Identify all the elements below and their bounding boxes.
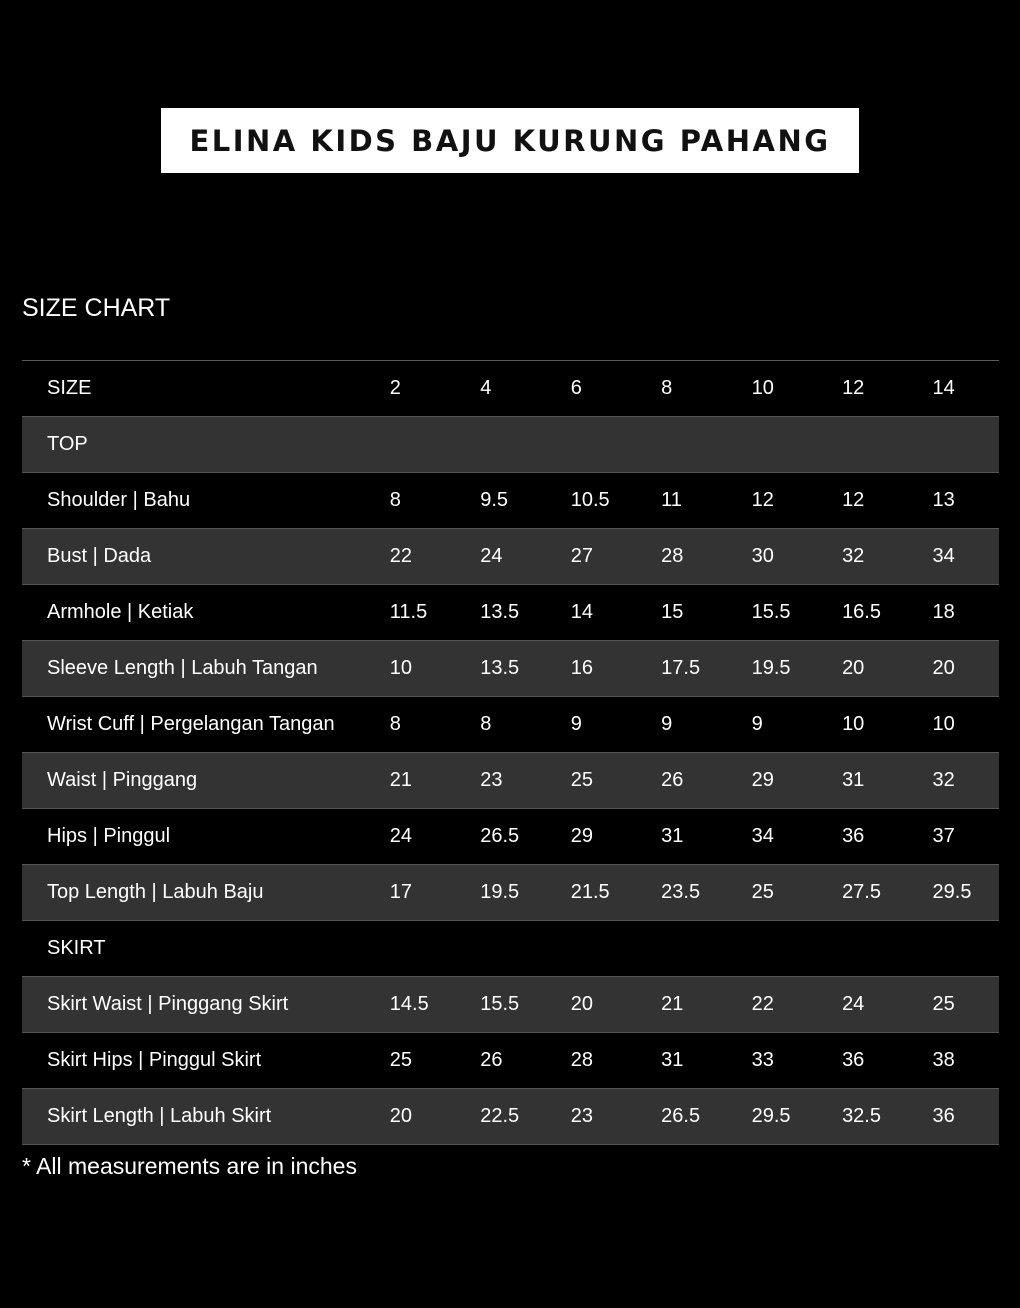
section-label: SKIRT [47, 937, 106, 959]
measurement-value: 26.5 [661, 1105, 701, 1127]
measurement-value: 21 [389, 769, 413, 791]
measurement-value: 14.5 [389, 993, 429, 1015]
table-row [22, 1033, 999, 1089]
measurement-value: 10 [932, 713, 955, 735]
measurement-value: 14 [570, 601, 593, 623]
measurement-value: 22 [389, 545, 413, 567]
table-section-row [22, 921, 999, 977]
measurement-value: 26 [661, 769, 684, 791]
measurement-value: 32 [842, 545, 865, 567]
measurement-value: 25 [570, 769, 593, 791]
measurement-value: 13 [932, 489, 955, 511]
measurement-value: 9 [661, 713, 673, 735]
measurement-value: 25 [389, 1049, 413, 1071]
header-size: 4 [480, 377, 492, 399]
measurement-value: 9 [751, 713, 763, 735]
measurement-value: 20 [389, 1105, 413, 1127]
measurement-value: 22.5 [480, 1105, 520, 1127]
table-row [22, 865, 999, 921]
measurement-value: 21 [661, 993, 684, 1015]
measurement-value: 24 [389, 825, 413, 847]
page-title: ELINA KIDS BAJU KURUNG PAHANG [189, 123, 831, 158]
measurement-value: 18 [932, 601, 955, 623]
table-row [22, 473, 999, 529]
measurement-value: 26 [480, 1049, 503, 1071]
measurement-value: 12 [751, 489, 774, 511]
measurement-value: 36 [842, 1049, 865, 1071]
measurement-value: 16.5 [842, 601, 881, 623]
measurement-value: 36 [842, 825, 865, 847]
table-row [22, 1089, 999, 1145]
measurement-value: 13.5 [480, 657, 520, 679]
measurement-value: 9.5 [480, 489, 509, 511]
table-row [22, 977, 999, 1033]
table-row [22, 641, 999, 697]
measurement-value: 30 [751, 545, 774, 567]
measurement-value: 9 [570, 713, 582, 735]
measurement-value: 29.5 [751, 1105, 791, 1127]
measurement-value: 15.5 [480, 993, 520, 1015]
measurement-value: 19.5 [480, 881, 520, 903]
measurement-value: 28 [570, 1049, 593, 1071]
measurement-value: 31 [661, 825, 684, 847]
measurement-label: Skirt Length | Labuh Skirt [47, 1105, 272, 1127]
measurement-value: 15.5 [751, 601, 791, 623]
measurement-value: 32.5 [842, 1105, 881, 1127]
measurement-value: 10 [389, 657, 413, 679]
measurement-label: Waist | Pinggang [47, 769, 198, 791]
measurement-value: 26.5 [480, 825, 520, 847]
measurement-value: 24 [842, 993, 865, 1015]
measurement-label: Top Length | Labuh Baju [47, 881, 264, 903]
measurement-label: Skirt Hips | Pinggul Skirt [47, 1049, 262, 1071]
measurement-value: 31 [842, 769, 865, 791]
measurement-footnote: * All measurements are in inches [22, 1153, 357, 1179]
header-size: 14 [932, 377, 955, 399]
measurement-value: 38 [932, 1049, 955, 1071]
measurement-value: 31 [661, 1049, 684, 1071]
measurement-value: 29 [751, 769, 774, 791]
measurement-label: Sleeve Length | Labuh Tangan [47, 657, 318, 679]
measurement-value: 20 [570, 993, 593, 1015]
table-row [22, 753, 999, 809]
measurement-value: 11 [661, 489, 682, 511]
measurement-label: Armhole | Ketiak [47, 601, 194, 623]
measurement-value: 22 [751, 993, 774, 1015]
measurement-value: 25 [751, 881, 774, 903]
title-banner [161, 108, 859, 173]
header-size: 6 [570, 377, 582, 399]
measurement-value: 15 [661, 601, 684, 623]
measurement-label: Skirt Waist | Pinggang Skirt [47, 993, 289, 1015]
section-label: TOP [47, 433, 88, 455]
measurement-value: 8 [389, 489, 401, 511]
table-row [22, 529, 999, 585]
measurement-value: 20 [932, 657, 955, 679]
measurement-value: 29.5 [932, 881, 972, 903]
measurement-label: Bust | Dada [47, 545, 152, 567]
measurement-value: 34 [932, 545, 955, 567]
measurement-value: 34 [751, 825, 774, 847]
measurement-label: Wrist Cuff | Pergelangan Tangan [47, 713, 335, 735]
measurement-value: 25 [932, 993, 955, 1015]
measurement-label: Shoulder | Bahu [47, 489, 191, 511]
measurement-value: 28 [661, 545, 684, 567]
size-chart-table [22, 360, 999, 1145]
measurement-value: 13.5 [480, 601, 520, 623]
measurement-value: 16 [570, 657, 593, 679]
table-row [22, 585, 999, 641]
measurement-value: 37 [932, 825, 955, 847]
measurement-value: 11.5 [389, 601, 428, 623]
measurement-value: 21.5 [570, 881, 610, 903]
header-size: 8 [661, 377, 673, 399]
table-header-row [22, 361, 999, 417]
measurement-value: 27 [570, 545, 593, 567]
measurement-value: 33 [751, 1049, 774, 1071]
measurement-value: 24 [480, 545, 503, 567]
header-size: 2 [389, 377, 401, 399]
measurement-value: 20 [842, 657, 865, 679]
measurement-value: 8 [389, 713, 401, 735]
table-row [22, 697, 999, 753]
header-size: 12 [842, 377, 865, 399]
measurement-value: 27.5 [842, 881, 881, 903]
measurement-value: 23 [570, 1105, 593, 1127]
header-label: SIZE [47, 377, 92, 399]
measurement-value: 12 [842, 489, 865, 511]
measurement-value: 10.5 [570, 489, 610, 511]
table-row [22, 809, 999, 865]
header-size: 10 [751, 377, 774, 399]
measurement-value: 29 [570, 825, 593, 847]
measurement-value: 17 [389, 881, 413, 903]
measurement-value: 23.5 [661, 881, 701, 903]
table-section-row [22, 417, 999, 473]
measurement-value: 8 [480, 713, 492, 735]
measurement-label: Hips | Pinggul [47, 825, 171, 847]
measurement-value: 19.5 [751, 657, 791, 679]
measurement-value: 36 [932, 1105, 955, 1127]
measurement-value: 10 [842, 713, 865, 735]
measurement-value: 32 [932, 769, 955, 791]
measurement-value: 17.5 [661, 657, 701, 679]
measurement-value: 23 [480, 769, 503, 791]
size-chart-heading: SIZE CHART [22, 294, 171, 322]
